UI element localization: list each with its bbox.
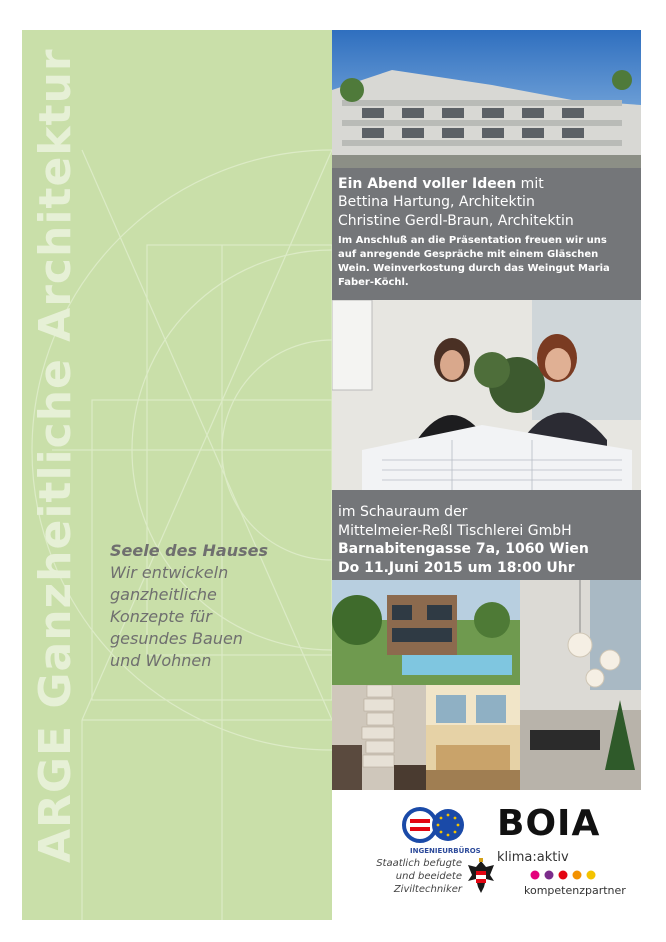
- kompetenzpartner-label: kompetenzpartner: [524, 884, 626, 897]
- ziviltechniker-line: Staatlich befugte: [376, 858, 462, 869]
- venue-address: Barnabitengasse 7a, 1060 Wien: [338, 541, 589, 557]
- architects-photo: [332, 300, 641, 490]
- event-headline: Ein Abend voller Ideen: [338, 176, 517, 192]
- slogan: [110, 540, 330, 672]
- event-detail-line: Im Anschluß an die Präsentation freuen wir uns: [338, 235, 607, 246]
- stone-wall-photo: [332, 685, 426, 790]
- slogan-line: Konzepte für: [110, 607, 212, 626]
- event-detail-line: Faber-Köchl.: [338, 277, 409, 288]
- austrian-eagle-icon: [466, 857, 496, 897]
- klima-aktiv-logo: klima:aktiv: [497, 850, 569, 865]
- ziviltechniker-line: und beeidete: [395, 871, 462, 882]
- ziviltechniker-line: Ziviltechniker: [393, 884, 462, 895]
- ingenieurbueros-label: INGENIEURBÜROS: [410, 847, 481, 855]
- event-datetime: Do 11.Juni 2015 um 18:00 Uhr: [338, 560, 575, 576]
- house-exterior-photo: [332, 580, 520, 685]
- interior-lamps-photo: [520, 580, 641, 790]
- boia-logo: BOIA: [497, 803, 601, 844]
- venue-line: im Schauraum der: [338, 504, 468, 520]
- logo-area: [332, 795, 641, 920]
- event-headline-rest: mit: [516, 176, 544, 192]
- venue-info-box: [332, 490, 641, 580]
- slogan-line: und Wohnen: [110, 651, 212, 670]
- event-detail-line: auf anregende Gespräche mit einem Gläschen: [338, 249, 599, 260]
- slogan-line: Wir entwickeln: [110, 563, 229, 582]
- vertical-title-area: [22, 30, 81, 920]
- slogan-title: Seele des Hauses: [110, 541, 269, 560]
- ziviltechniker-text: [342, 857, 462, 896]
- event-info-box: [332, 168, 641, 300]
- speaker-name: Christine Gerdl-Braun, Architektin: [338, 213, 574, 229]
- living-room-photo: [426, 685, 520, 790]
- vertical-title: ARGE Ganzheitliche Architektur: [30, 48, 81, 863]
- slogan-line: ganzheitliche: [110, 585, 217, 604]
- speaker-name: Bettina Hartung, Architektin: [338, 194, 535, 210]
- sidebar-panel: [22, 30, 332, 920]
- slogan-line: gesundes Bauen: [110, 629, 243, 648]
- event-detail-line: Wein. Weinverkostung durch das Weingut Maria: [338, 263, 610, 274]
- ingenieurbueros-logo: [402, 807, 468, 847]
- klima-dots-icon: [529, 869, 609, 881]
- venue-company: Mittelmeier-Reßl Tischlerei GmbH: [338, 523, 572, 539]
- building-photo: [332, 30, 641, 168]
